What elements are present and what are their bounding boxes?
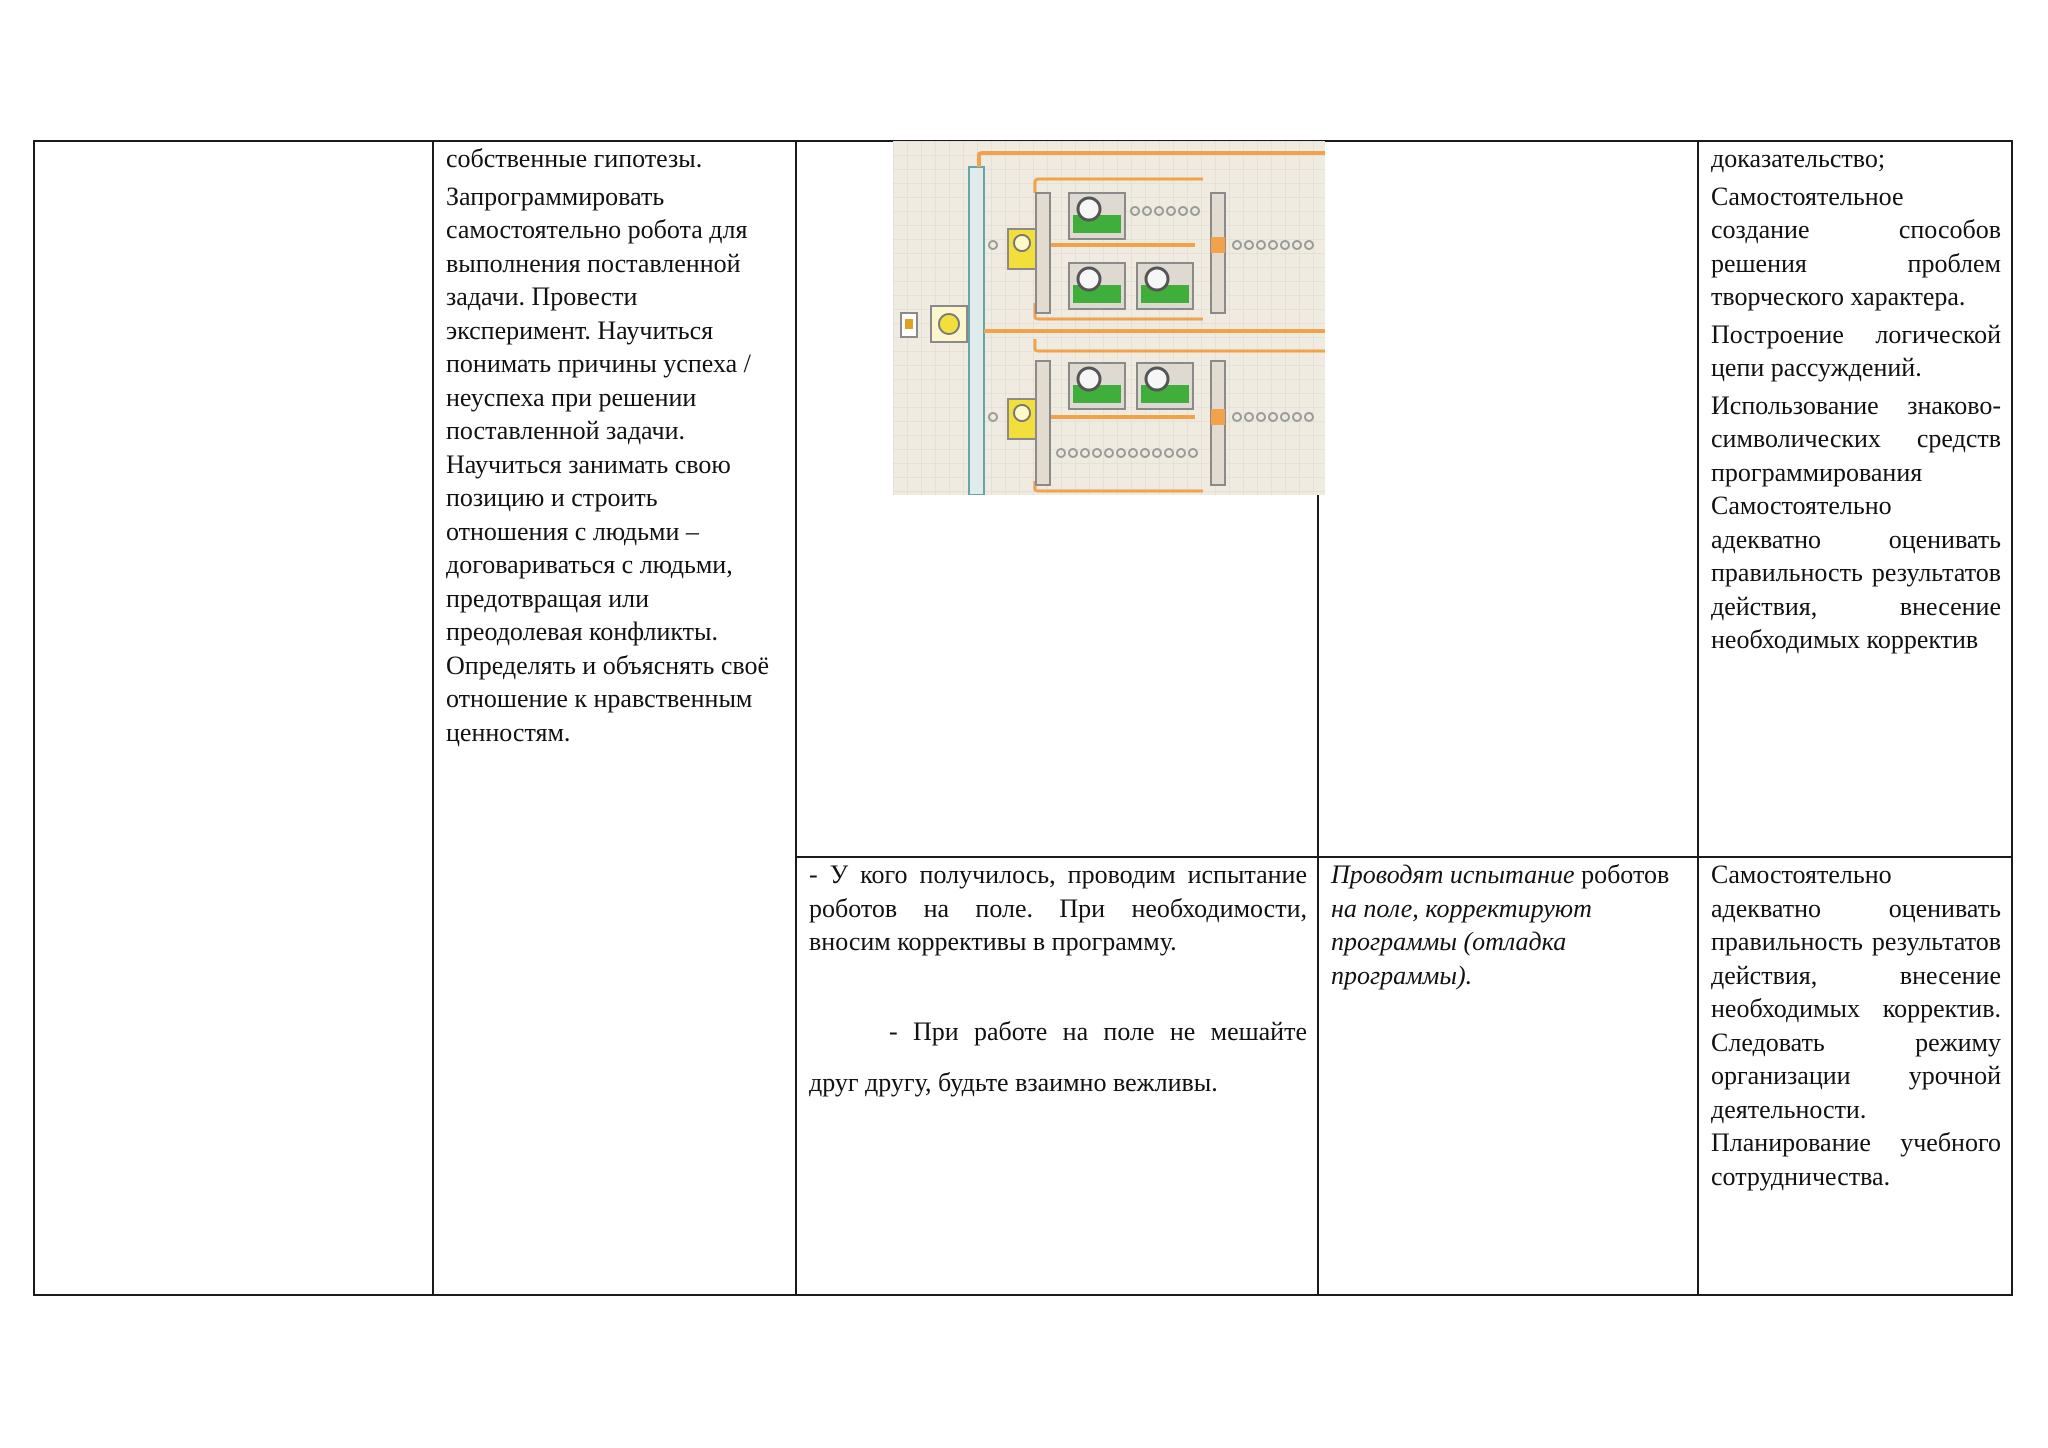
lesson-plan-table bbox=[33, 140, 2013, 1296]
table-row bbox=[34, 141, 2012, 857]
skill-text: Использование знаково-символических средств программирования bbox=[1711, 390, 2001, 487]
teacher-activity-cell bbox=[796, 857, 1318, 1295]
objective-text: собственные гипотезы. bbox=[446, 144, 703, 173]
skill-text: Самостоятельно адекватно оценивать правильность результатов действия, внесение необходимых корректив. Следовать режиму организации урочной деятельности. Планирование учебного сотрудничества. bbox=[1711, 860, 2001, 1191]
program-diagram-image bbox=[893, 141, 1325, 495]
student-activity-cell bbox=[1318, 857, 1698, 1295]
skill-text: доказательство; bbox=[1711, 144, 1886, 173]
learning-skills-cell bbox=[1698, 141, 2012, 857]
teacher-notice: - При работе на поле не мешайте друг другу, будьте взаимно вежливы. bbox=[809, 1016, 1307, 1097]
objectives-cell bbox=[433, 141, 796, 1295]
skill-text: Самостоятельное создание способов решения проблем творческого характера. bbox=[1711, 181, 2001, 311]
program-diagram-cell bbox=[796, 141, 1318, 857]
objective-text: Запрограммировать самостоятельно робота для выполнения поставленной задачи. Провести эксперимент. Научиться понимать причины успеха / неуспеха при решении поставленной задачи. Научиться занимать свою позицию и строить отношения с людьми – договариваться с людьми, предотвращая или преодолевая конфликты. Определять и объяснять своё отношение к нравственным ценностям. bbox=[446, 181, 770, 747]
learning-skills-cell bbox=[1698, 857, 2012, 1295]
student-activity-cell-empty bbox=[1318, 141, 1698, 857]
teacher-text: - У кого получилось, проводим испытание роботов на поле. При необходимости, вносим коррективы в программу. bbox=[809, 860, 1307, 956]
student-activity-text: Проводят испытание роботов на поле, корректируют программы (отладка программы). bbox=[1331, 860, 1670, 990]
skill-text: Самостоятельно адекватно оценивать правильность результатов действия, внесение необходимых корректив bbox=[1711, 491, 2001, 654]
empty-cell bbox=[34, 141, 433, 1295]
skill-text: Построение логической цепи рассуждений. bbox=[1711, 319, 2001, 382]
